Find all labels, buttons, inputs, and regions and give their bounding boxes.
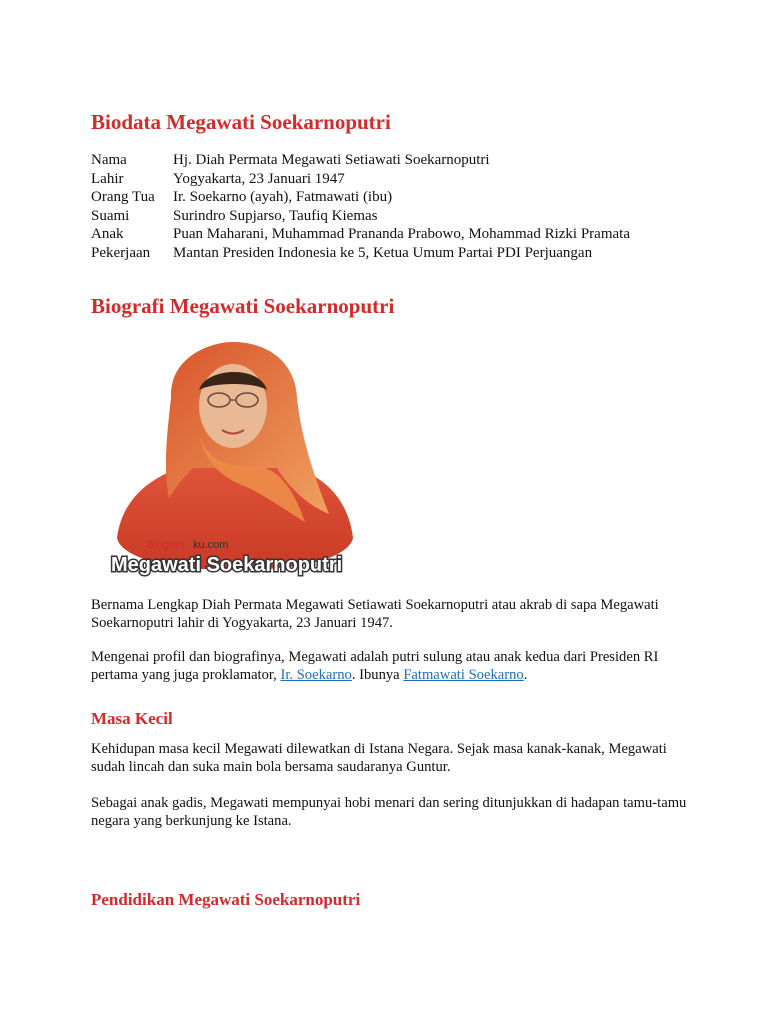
biodata-heading: Biodata Megawati Soekarnoputri: [91, 110, 391, 134]
biodata-value: Puan Maharani, Muhammad Prananda Prabowo, Mohammad Rizki Pramata: [173, 226, 630, 243]
biodata-value: Yogyakarta, 23 Januari 1947: [173, 170, 345, 187]
biodata-value: Hj. Diah Permata Megawati Setiawati Soekarnoputri: [173, 152, 490, 168]
biodata-row: [91, 188, 630, 207]
biodata-key: Anak: [91, 226, 124, 243]
paragraph-text: . Ibunya: [351, 666, 404, 683]
biodata-key: Suami: [91, 207, 130, 224]
biodata-row: [91, 244, 630, 263]
link-ir-soekarno[interactable]: Ir. Soekarno: [280, 666, 352, 683]
biodata-row: [91, 151, 630, 170]
paragraph-text: .: [523, 666, 528, 683]
paragraph: Bernama Lengkap Diah Permata Megawati Setiawati Soekarnoputri atau akrab di sapa Megawati Soekarnoputri lahir di Yogyakarta, 23 Januari 1947.: [91, 597, 659, 631]
paragraph: Sebagai anak gadis, Megawati mempunyai hobi menari dan sering ditunjukkan di hadapan tamu-tamu negara yang berkunjung ke Istana.: [91, 795, 687, 829]
watermark-suffix: ku.com: [193, 539, 229, 551]
biodata-value: Ir. Soekarno (ayah), Fatmawati (ibu): [173, 189, 393, 206]
masa-kecil-heading: Masa Kecil: [91, 709, 173, 728]
biodata-key: Pekerjaan: [91, 244, 151, 261]
paragraph: Kehidupan masa kecil Megawati dilewatkan di Istana Negara. Sejak masa kanak-kanak, Megawati sudah lincah dan suka main bola bersama saudaranya Guntur.: [91, 741, 667, 775]
biodata-row: [91, 207, 630, 226]
biodata-value: Mantan Presiden Indonesia ke 5, Ketua Umum Partai PDI Perjuangan: [173, 244, 593, 261]
portrait-caption: Megawati Soekarnoputri: [111, 554, 343, 576]
portrait-image: [109, 338, 363, 578]
biodata-key: Lahir: [91, 170, 124, 187]
pendidikan-heading: Pendidikan Megawati Soekarnoputri: [91, 890, 361, 909]
biodata-table: [91, 151, 630, 263]
biodata-row: [91, 170, 630, 189]
paragraph-text: Mengenai profil dan biografinya, Megawati adalah putri sulung atau anak kedua dari Presiden RI pertama yang juga proklamator,: [91, 649, 659, 683]
biodata-row: [91, 225, 630, 244]
watermark-prefix: Biografi: [147, 539, 185, 551]
biodata-key: Orang Tua: [91, 189, 155, 206]
link-fatmawati-soekarno[interactable]: Fatmawati Soekarno: [403, 666, 524, 683]
biodata-key: Nama: [91, 152, 127, 168]
biografi-heading: Biografi Megawati Soekarnoputri: [91, 294, 395, 318]
biodata-value: Surindro Supjarso, Taufiq Kiemas: [173, 207, 378, 224]
paragraph: [91, 649, 701, 684]
